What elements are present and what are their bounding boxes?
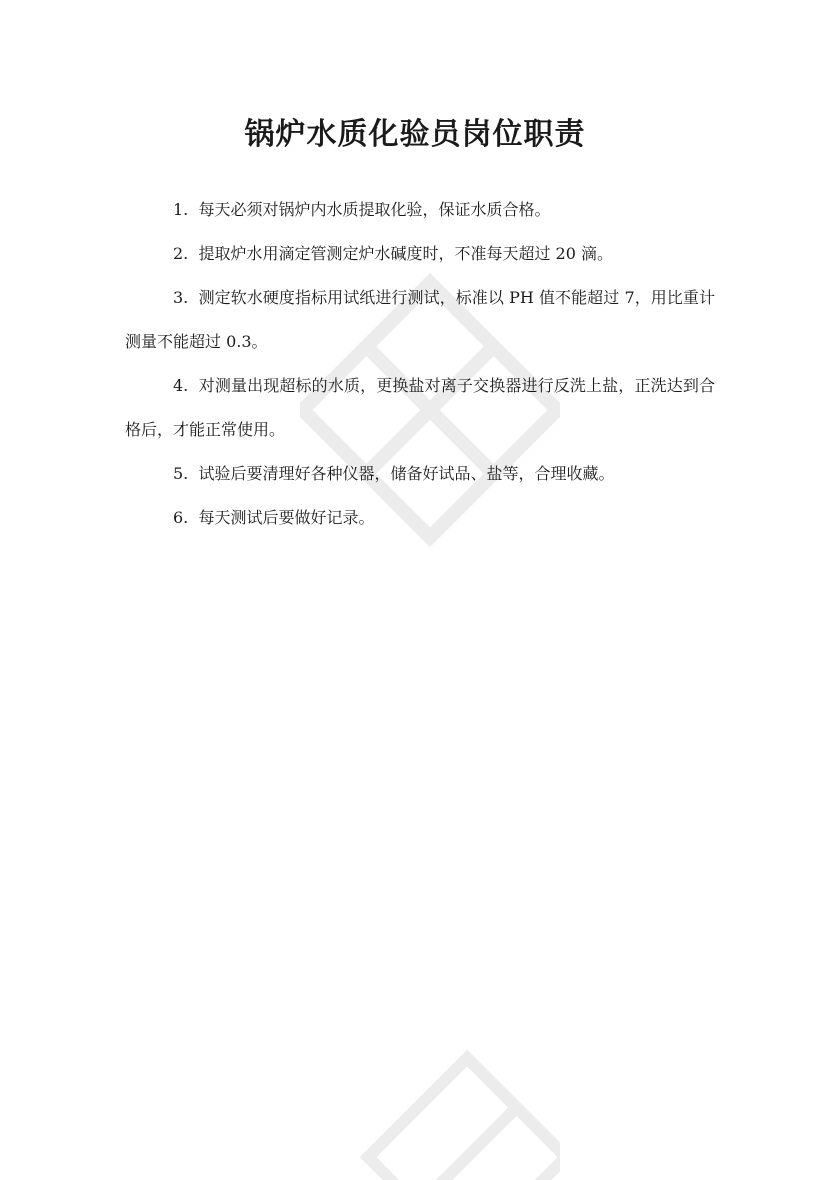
list-item xyxy=(125,276,715,364)
duty-list xyxy=(125,188,715,540)
list-item xyxy=(125,188,715,232)
item-number: 2. xyxy=(173,244,189,263)
list-item xyxy=(125,452,715,496)
item-text: 对测量出现超标的水质，更换盐对离子交换器进行反洗上盐，正洗达到合格后，才能正常使用。 xyxy=(125,376,715,439)
item-text: 每天测试后要做好记录。 xyxy=(198,508,375,527)
list-item xyxy=(125,232,715,276)
item-text: 每天必须对锅炉内水质提取化验，保证水质合格。 xyxy=(198,200,551,219)
item-text: 提取炉水用滴定管测定炉水碱度时，不准每天超过 20 滴。 xyxy=(198,244,613,263)
item-number: 6. xyxy=(173,508,189,527)
item-number: 1. xyxy=(173,200,189,219)
item-number: 3. xyxy=(173,288,189,307)
page-title: 锅炉水质化验员岗位职责 xyxy=(244,117,586,152)
item-number: 4. xyxy=(173,376,189,395)
list-item xyxy=(125,496,715,540)
item-text: 测定软水硬度指标用试纸进行测试，标准以 PH 值不能超过 7，用比重计测量不能超过 0.3。 xyxy=(125,288,715,351)
item-number: 5. xyxy=(173,464,189,483)
watermark-icon xyxy=(360,1050,560,1180)
item-text: 试验后要清理好各种仪器，储备好试品、盐等，合理收藏。 xyxy=(198,464,615,483)
list-item xyxy=(125,364,715,452)
